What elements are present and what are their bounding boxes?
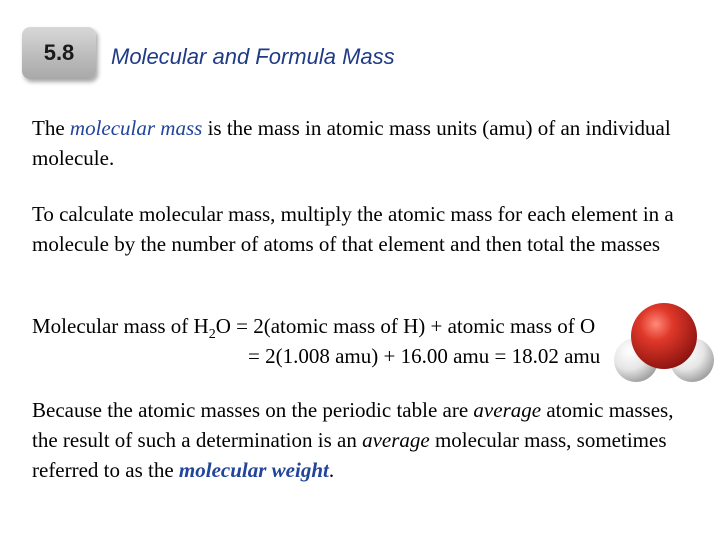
equation-line-1 (32, 311, 632, 341)
average-mass-paragraph (32, 395, 702, 485)
water-equation (32, 311, 632, 371)
average-part-3: molecular mass, sometimes referred to as the (32, 428, 667, 482)
average-italic-1: average (473, 398, 542, 422)
average-part-2: atomic masses, the result of such a determination is an (32, 398, 674, 452)
molecular-mass-term: molecular mass (69, 116, 203, 140)
definition-paragraph (32, 113, 692, 173)
equation-line-1-prefix: Molecular mass of H (32, 314, 209, 338)
equation-line-2: = 2(1.008 amu) + 16.00 amu = 18.02 amu (248, 344, 601, 368)
hydrogen-subscript: 2 (208, 327, 216, 342)
average-italic-2: average (362, 428, 430, 452)
definition-suffix: is the mass in atomic mass units (amu) of an individual molecule. (32, 116, 671, 170)
molecular-weight-term: molecular weight (178, 458, 329, 482)
definition-prefix: The (32, 116, 70, 140)
water-molecule-icon (612, 298, 716, 388)
equation-line-1-suffix: O = 2(atomic mass of H) + atomic mass of O (215, 314, 596, 338)
calculation-paragraph: To calculate molecular mass, multiply the atomic mass for each element in a molecule by the number of atoms of that element and then total the masses (32, 202, 674, 256)
page-title: Molecular and Formula Mass (111, 44, 395, 69)
oxygen-atom (631, 303, 697, 369)
average-part-4: . (328, 458, 335, 482)
average-part-1: Because the atomic masses on the periodic table are (32, 398, 474, 422)
section-number-badge: 5.8 (22, 27, 96, 79)
